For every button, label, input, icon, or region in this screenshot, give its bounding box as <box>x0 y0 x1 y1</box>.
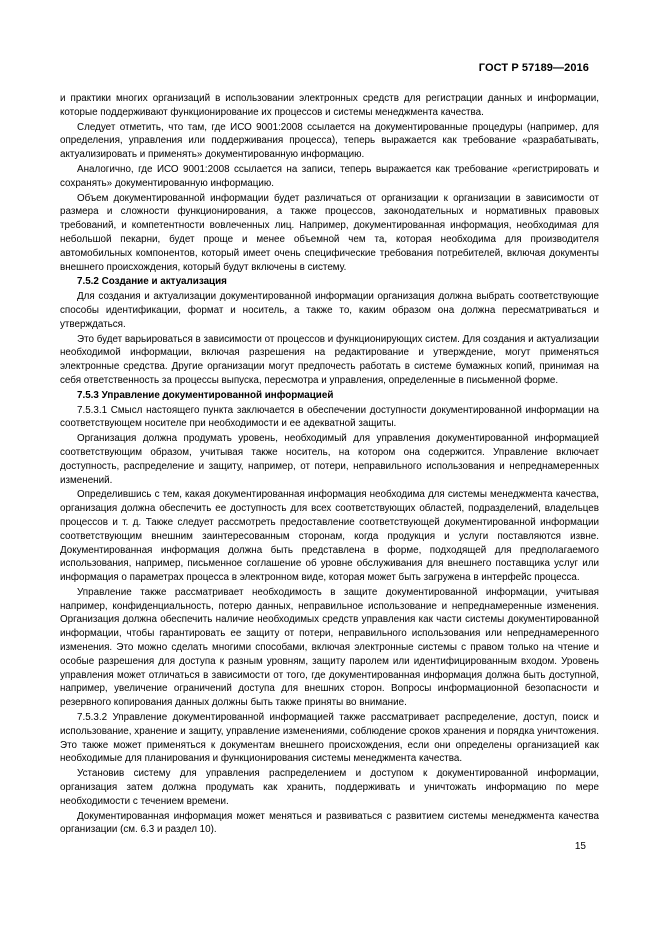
paragraph: Управление также рассматривает необходимость в защите документированной информации, учитывая например, конфиденциальность, потерю данных, неправильное использование и непреднамеренные изменения. Организация должна обеспечить наличие необходимых средств управления как части системы документированной информации, чтобы гарантировать ее защиту от потери, неправильного использования или непреднамеренного изменения. Это можно сделать многими способами, включая электронные системы с правом только на чтение и особые разрешения для доступа к разным уровням, защиту паролем или идентифицированным входом. Уровень управления может отличаться в зависимости от того, где документированная информация должна быть доступной, например, увеличение ограничений доступа для внешних сторон. Вопросы информационной безопасности и резервного копирования данных должны быть также приняты во внимание. <box>60 586 599 709</box>
section-heading-7-5-3: 7.5.3 Управление документированной информацией <box>77 389 334 401</box>
paragraph: Документированная информация может меняться и развиваться с развитием системы менеджмента качества организации (см. 6.3 и раздел 10). <box>60 810 599 836</box>
paragraph: 7.5.3.1 Смысл настоящего пункта заключается в обеспечении доступности документированной информации на соответствующем носителе при необходимости и ее адекватной защиты. <box>60 404 599 430</box>
section-heading-7-5-2: 7.5.2 Создание и актуализация <box>77 276 227 288</box>
paragraph: Определившись с тем, какая документированная информация необходима для системы менеджмента качества, организация должна обеспечить ее доступность для всех соответствующих областей, подразделений, владельцев процессов и т. д. Также следует рассмотреть предоставление соответствующей документированной информации соответствующим внешним заинтересованным сторонам, когда продукция и услуги поставляются извне. Документированная информация должна быть представлена в форме, подходящей для предполагаемого использования, например, письменное соглашение об уровне обслуживания для внешнего поставщика услуг или информация о параметрах процесса в электронном виде, которая может быть загружена в интерфейс процесса. <box>60 489 599 584</box>
paragraph: 7.5.3.2 Управление документированной информацией также рассматривает распределение, доступ, поиск и использование, хранение и защиту, управление изменениями, соблюдение сроков хранения и порядка уничтожения. Это также может применяться к документам внешнего происхождения, если они определены организацией как необходимые для планирования и функционирования системы менеджмента качества. <box>60 712 599 765</box>
paragraph: Это будет варьироваться в зависимости от процессов и функционирующих систем. Для создания и актуализации необходимой информации, включая разрешения на редактирование и утверждение, могут применяться электронные средства. Другие организации могут предпочесть работать в системе бумажных копий, принимая на себя ответственность за процессы выпуска, пересмотра и управления, определенные в письменной форме. <box>60 333 599 386</box>
page-number: 15 <box>574 841 586 852</box>
paragraph: Для создания и актуализации документированной информации организация должна выбрать соответствующие способы идентификации, формат и носитель, а также то, каким образом она должна пересматриваться и утверждаться. <box>60 291 599 330</box>
document-code: ГОСТ Р 57189—2016 <box>478 62 589 74</box>
paragraph: Следует отметить, что там, где ИСО 9001:2008 ссылается на документированные процедуры (например, для определения, управления или поддерживания процесса), теперь выражается как требование «разрабатывать, актуализировать и применять» документированную информацию. <box>60 121 599 161</box>
paragraph: Аналогично, где ИСО 9001:2008 ссылается на записи, теперь выражается как требование «регистрировать и сохранять» документированную информацию. <box>60 163 599 189</box>
paragraph: Организация должна продумать уровень, необходимый для управления документированной информацией соответствующим образом, учитывая также носитель, на котором она содержится. Управление включает доступность, распределение и защиту, например, от потери, неправильного использования и непреднамеренных изменений. <box>60 433 599 486</box>
paragraph: и практики многих организаций в использовании электронных средств для регистрации данных и информации, которые поддерживают функционирование их процессов и системы менеджмента качества. <box>60 93 599 118</box>
paragraph: Установив систему для управления распределением и доступом к документированной информации, организация затем должна продумать как хранить, поддерживать и уничтожать информацию по мере необходимости с течением времени. <box>60 768 599 807</box>
document-body <box>60 92 599 838</box>
paragraph: Объем документированной информации будет различаться от организации к организации в зависимости от размера и сложности функционирования, а также процессов, законодательных и нормативных правовых требований, и компетентности вовлеченных лиц. Например, документированная информация, необходимая для небольшой пекарни, будет проще и менее объемной чем та, которая необходима для производителя автомобильных компонентов, который имеет очень специфические требования потребителей, включая документы внешнего происхождения, который будут включены в систему. <box>60 192 599 273</box>
